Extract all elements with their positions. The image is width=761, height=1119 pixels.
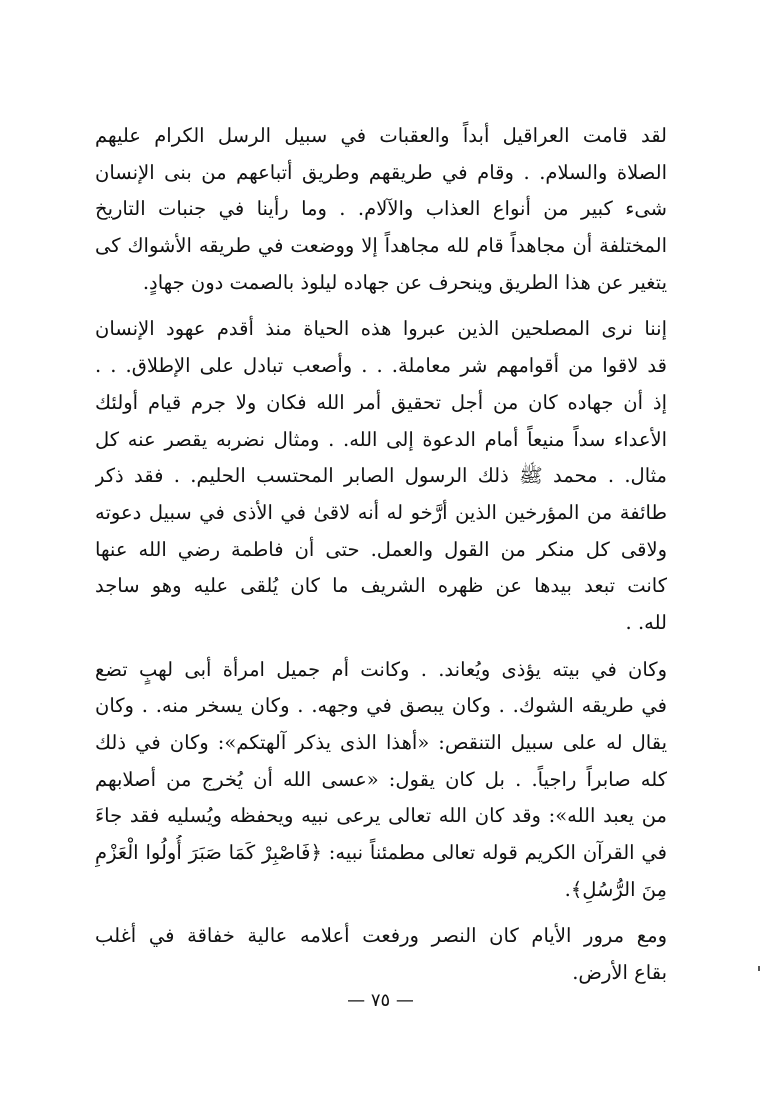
text-line: لقد قامت العراقيل أبداً والعقبات في سبيل الرسل الكرام عليهم (95, 124, 667, 147)
text-line: طائفة من المؤرخين الذين أرَّخو له أنه لاقىٰ في الأذى في سبيل دعوته (95, 500, 667, 524)
text-line: كانت تبعد بيدها عن ظهره الشريف ما كان يُلقى عليه وهو ساجد (95, 574, 667, 598)
text-line: مِنَ الرُّسُلِ﴾. (564, 877, 667, 901)
scan-speck (758, 966, 760, 971)
text-line: كله صابراً راجياً. . بل كان يقول: «عسى الله أن يُخرج من أصلابهم (95, 767, 667, 791)
text-line: وكان في بيته يؤذى ويُعاند. . وكانت أم جميل امرأة أبى لهبٍ تضع (95, 657, 667, 681)
paragraph-3 (95, 652, 667, 909)
paragraph-1 (95, 118, 667, 301)
text-line: من يعبد الله»: وقد كان الله تعالى يرعى نبيه ويحفظه ويُسليه فقد جاءَ (95, 804, 667, 828)
text-line: إننا نرى المصلحين الذين عبروا هذه الحياة منذ أقدم عهود الإنسان (95, 317, 667, 341)
page-body (95, 118, 667, 992)
text-line: ولاقى كل منكر من القول والعمل. حتى أن فاطمة رضي الله عنها (95, 537, 667, 561)
text-line: قد لاقوا من أقوامهم شر معاملة. . . وأصعب تبادل على الإطلاق. . . (95, 354, 667, 378)
text-line: إذ أن جهاده كان من أجل تحقيق أمر الله فكان ولا جرم قيام أولئك (95, 390, 667, 414)
text-line: يتغير عن هذا الطريق وينحرف عن جهاده ليلوذ بالصمت دون جهادٍ. (142, 270, 667, 294)
text-line: لله. . (625, 610, 667, 634)
text-line: مثال. . محمد ﷺ ذلك الرسول الصابر المحتسب الحليم. . فقد ذكر (95, 464, 667, 488)
text-line: في طريقه الشوك. . وكان يبصق في وجهه. . وكان يسخر منه. . وكان (95, 694, 667, 718)
paragraph-2 (95, 311, 667, 641)
text-line: بقاع الأرض. (572, 961, 667, 985)
text-line: ومع مرور الأيام كان النصر ورفعت أعلامه عالية خفاقة في أغلب (95, 924, 667, 948)
text-line: الصلاة والسلام. . وقام في طريقهم وطريق أتباعهم من بنى الإنسان (95, 160, 667, 184)
text-line: شىء كبير من أنواع العذاب والآلام. . وما رأينا في جنبات التاريخ (95, 197, 667, 221)
text-line: يقال له على سبيل التنقص: «أهذا الذى يذكر آلهتكم»: وكان في ذلك (95, 731, 667, 754)
text-line: المختلفة أن مجاهداً قام لله مجاهداً إلا ووضعت في طريقه الأشواك كى (95, 234, 667, 258)
text-line: في القرآن الكريم قوله تعالى مطمئناً نبيه: ﴿فَاصْبِرْ كَمَا صَبَرَ أُولُوا الْعَزْمِ (95, 841, 667, 865)
text-line: الأعداء سداً منيعاً أمام الدعوة إلى الله. . ومثال نضربه يقصر عنه كل (95, 427, 667, 451)
page-number: — ٧٥ — (347, 990, 414, 1011)
paragraph-4 (95, 918, 667, 991)
